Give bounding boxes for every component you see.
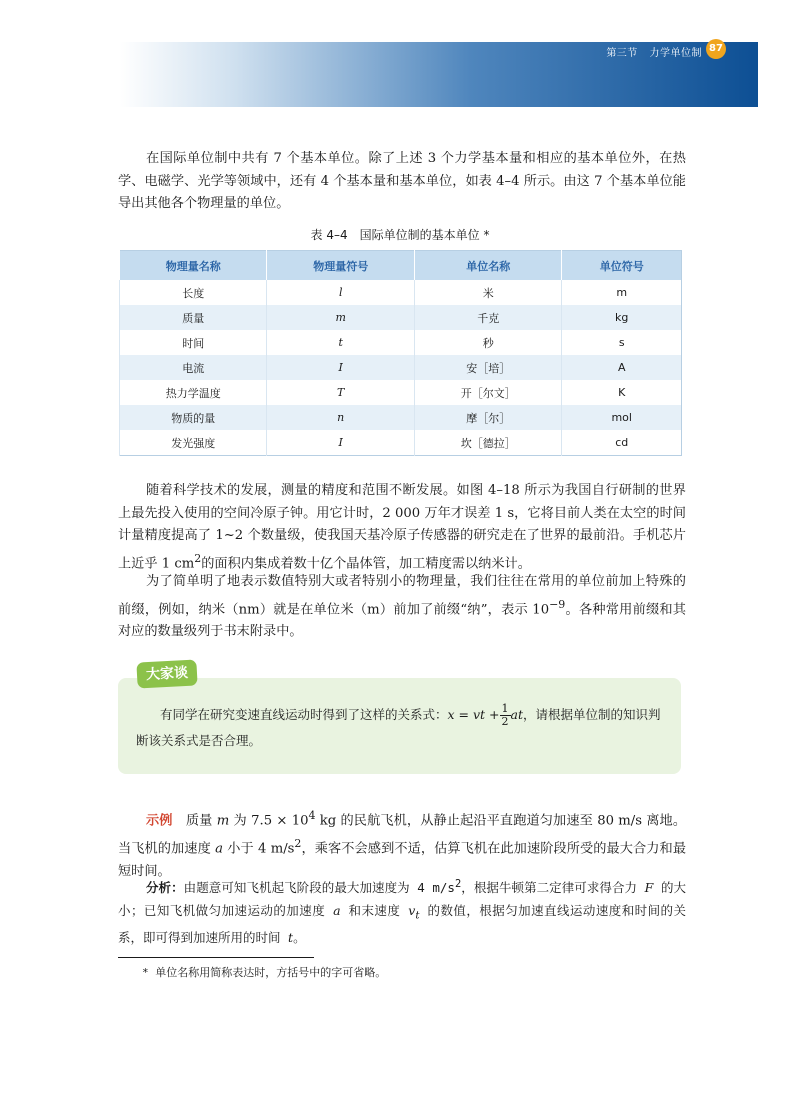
example-paragraph — [118, 805, 686, 883]
fraction-denominator: 2 — [501, 715, 509, 728]
analysis-text: 。 — [293, 929, 306, 945]
analysis-sub-t: t — [415, 909, 420, 922]
analysis-var-a: a — [333, 902, 341, 918]
cell-quantity-symbol: m — [267, 305, 414, 330]
example-text: kg 的民航飞机，从静止起沿平直跑道匀加速至 80 m/s 离地。当飞机的加速度 — [118, 813, 687, 857]
prefix-text-b: 。各种常用前缀和其对应的数量级列于书末附录中。 — [118, 601, 686, 640]
table-caption: 表 4–4 国际单位制的基本单位 * — [310, 228, 490, 242]
page-number-badge: 87 — [706, 39, 726, 59]
cell-quantity-name: 发光强度 — [120, 430, 267, 456]
table-row — [120, 330, 682, 355]
prefix-sup: −9 — [549, 597, 566, 611]
cell-quantity-symbol: T — [267, 380, 414, 405]
section-title: 力学单位制 — [649, 48, 702, 59]
example-sup: 4 — [308, 809, 316, 822]
example-text: 质量 — [185, 813, 217, 829]
section-label: 第三节 — [606, 48, 638, 59]
header-quantity-name: 物理量名称 — [120, 251, 267, 281]
precision-sup: 2 — [194, 551, 202, 565]
table-header-row — [120, 251, 682, 281]
precision-text-b: 的面积内集成着数十亿个晶体管，加工精度需以纳米计。 — [201, 555, 531, 571]
footnote-divider — [118, 957, 314, 958]
table-row — [120, 380, 682, 405]
cell-quantity-symbol: l — [267, 280, 414, 305]
precision-text-a: 随着科学技术的发展，测量的精度和范围不断发展。如图 4–18 所示为我国自行研制的世界上最先投入使用的空间冷原子钟。用它计时，2 000 万年才误差 1 s，它将目前人类在太空的时间计量精度提高了 1~2 个数量级，使我国天基冷原子传感器的研究走在了世界的最前沿。手机芯片上近乎 1 cm — [118, 483, 686, 571]
cell-quantity-name: 物质的量 — [120, 405, 267, 430]
analysis-sup: 2 — [454, 878, 462, 890]
cell-unit-name: 秒 — [414, 330, 561, 355]
cell-unit-name: 米 — [414, 280, 561, 305]
cell-unit-symbol: mol — [562, 405, 682, 430]
cell-quantity-name: 时间 — [120, 330, 267, 355]
table-row — [120, 305, 682, 330]
cell-unit-name: 开［尔文］ — [414, 380, 561, 405]
example-var-a: a — [215, 841, 223, 857]
example-var-m: m — [216, 813, 230, 829]
cell-unit-name: 千克 — [414, 305, 561, 330]
discussion-text-b: ，请根据单位制的知识判断该关系式是否合理。 — [136, 707, 661, 748]
cell-quantity-symbol: t — [267, 330, 414, 355]
formula-fraction — [500, 703, 511, 728]
cell-unit-name: 坎［德拉］ — [414, 430, 561, 456]
cell-quantity-name: 电流 — [120, 355, 267, 380]
cell-unit-symbol: m — [562, 280, 682, 305]
analysis-var-t: t — [288, 929, 294, 945]
table-row — [120, 355, 682, 380]
header-unit-symbol: 单位符号 — [562, 251, 682, 281]
cell-unit-symbol: s — [562, 330, 682, 355]
prefix-paragraph — [118, 571, 686, 644]
fraction-numerator: 1 — [501, 702, 509, 715]
cell-unit-symbol: A — [562, 355, 682, 380]
header-unit-name: 单位名称 — [414, 251, 561, 281]
cell-quantity-name: 长度 — [120, 280, 267, 305]
cell-quantity-name: 质量 — [120, 305, 267, 330]
discussion-text — [136, 702, 672, 754]
example-text: 为 7.5 × 10 — [229, 813, 309, 829]
discussion-tag: 大家谈 — [136, 659, 197, 688]
formula-lhs: x = vt + — [447, 707, 500, 722]
analysis-label: 分析： — [146, 880, 184, 896]
analysis-text: ，根据牛顿第二定律可求得合力 — [461, 880, 645, 896]
discussion-text-a: 有同学在研究变速直线运动时得到了这样的关系式： — [160, 707, 448, 722]
cell-unit-symbol: cd — [562, 430, 682, 456]
example-text: ，乘客不会感到不适，估算飞机在此加速阶段所受的最大合力和最短时间。 — [118, 841, 687, 879]
table-row — [120, 430, 682, 456]
cell-unit-symbol: kg — [562, 305, 682, 330]
example-label: 示例 — [146, 813, 173, 829]
cell-quantity-symbol: I — [267, 355, 414, 380]
table-row — [120, 280, 682, 305]
analysis-var-v: v — [408, 902, 416, 918]
cell-quantity-symbol: I — [267, 430, 414, 456]
cell-unit-name: 安［培］ — [414, 355, 561, 380]
cell-unit-name: 摩［尔］ — [414, 405, 561, 430]
analysis-text: 和末速度 — [340, 902, 409, 918]
cell-quantity-symbol: n — [267, 405, 414, 430]
prefix-text-a: 为了简单明了地表示数值特别大或者特别小的物理量，我们往往在常用的单位前加上特殊的前缀，例如，纳米（nm）就是在单位米（m）前加了前缀“纳”，表示 10 — [118, 574, 686, 617]
example-text: 小于 4 m/s — [222, 841, 295, 857]
analysis-text: 的大小；已知飞机做匀加速运动的加速度 — [118, 880, 686, 918]
example-sup: 2 — [294, 836, 302, 850]
analysis-text: 的数值，根据匀加速直线运动速度和时间的关系，即可得到加速所用的时间 — [118, 902, 686, 945]
intro-paragraph: 在国际单位制中共有 7 个基本单位。除了上述 3 个力学基本量和相应的基本单位外，在热学、电磁学、光学等领域中，还有 4 个基本量和基本单位，如表 4–4 所示。由这 7 个基本单位能导出其他各个物理量的单位。 — [118, 151, 686, 211]
analysis-var-f: F — [644, 880, 654, 896]
si-base-units-table — [119, 250, 682, 456]
analysis-paragraph — [118, 873, 686, 949]
cell-quantity-name: 热力学温度 — [120, 380, 267, 405]
precision-paragraph — [118, 480, 686, 575]
header-quantity-symbol: 物理量符号 — [267, 251, 414, 281]
analysis-text: 由题意可知飞机起飞阶段的最大加速度为 4 m/s — [183, 880, 455, 896]
footnote: * 单位名称用简称表达时，方括号中的字可省略。 — [142, 966, 387, 979]
formula-rhs: at — [510, 707, 524, 722]
table-row — [120, 405, 682, 430]
running-header — [598, 44, 702, 59]
cell-unit-symbol: K — [562, 380, 682, 405]
